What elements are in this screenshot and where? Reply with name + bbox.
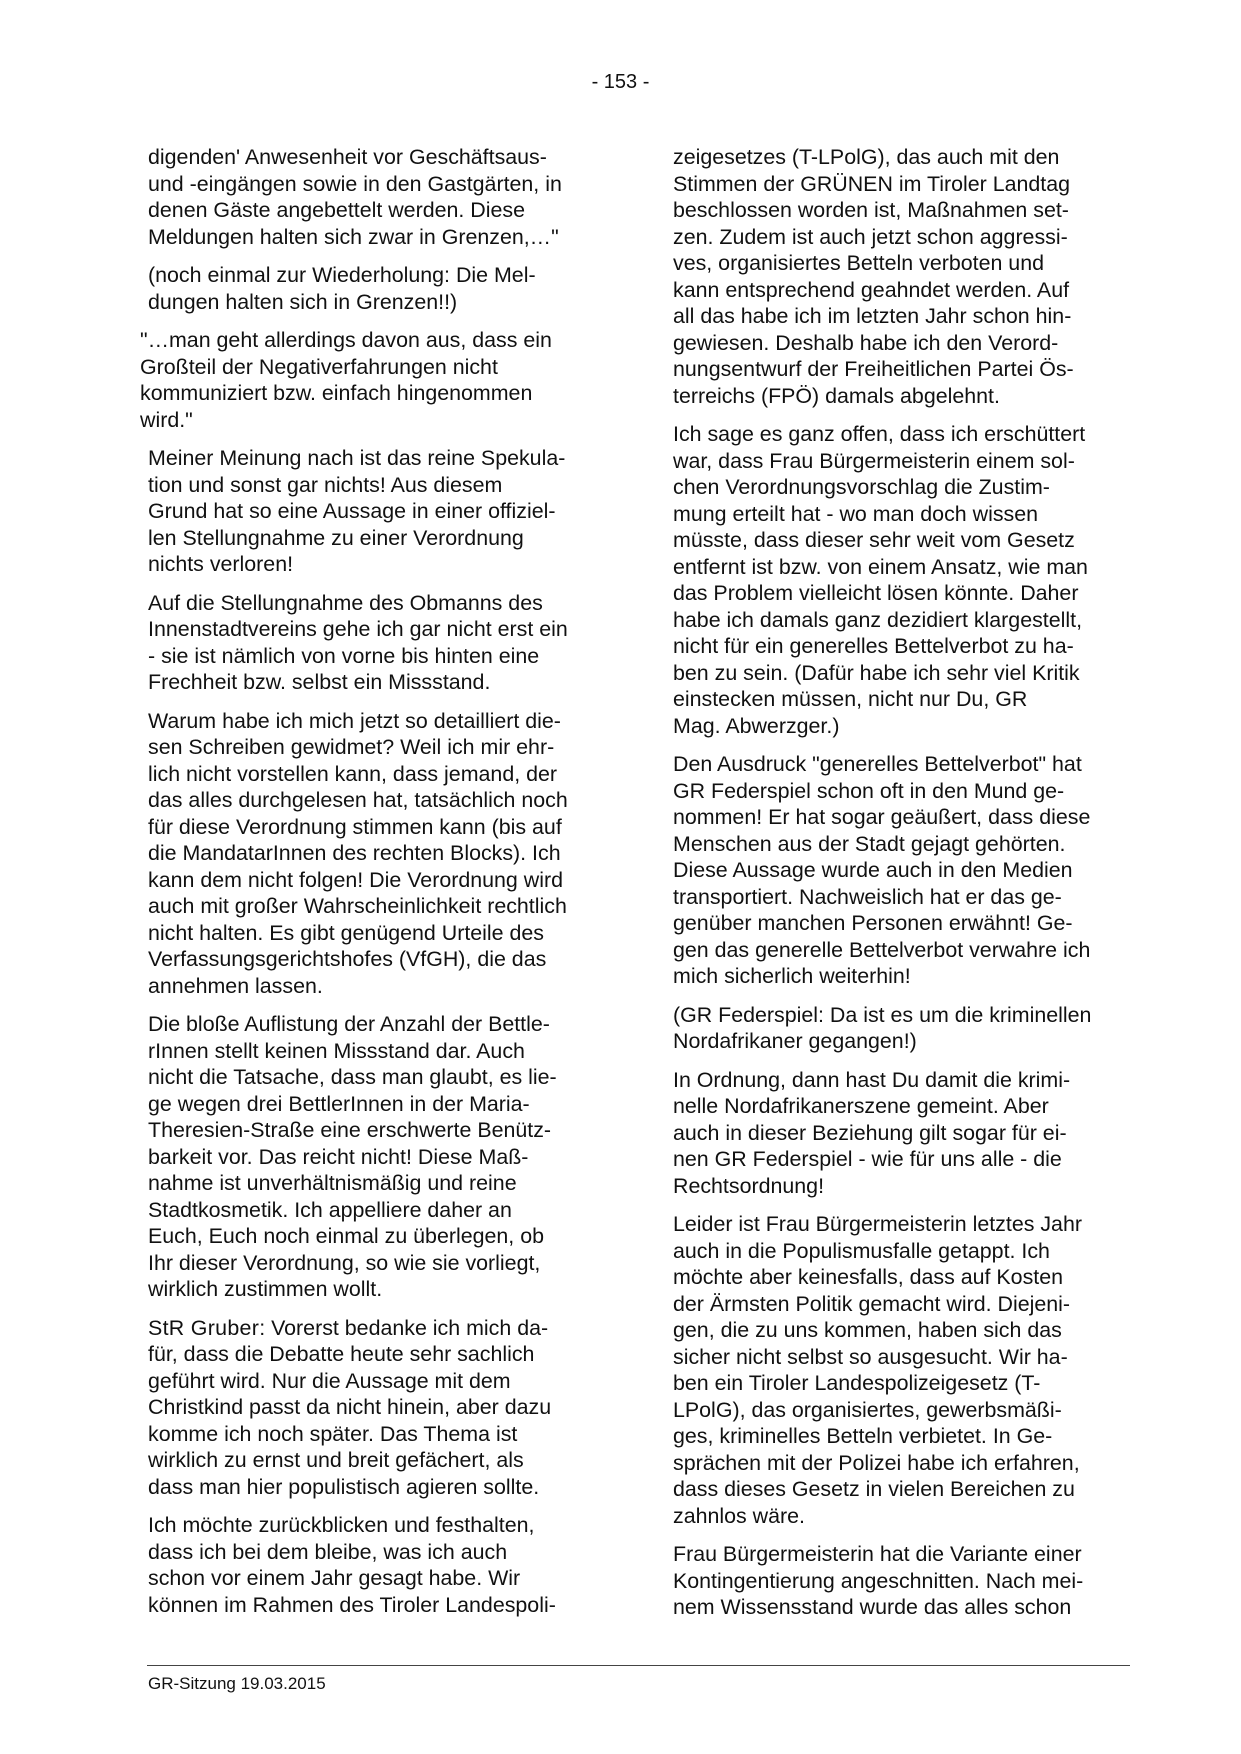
paragraph: Ich sage es ganz offen, dass ich erschüttert war, dass Frau Bürgermeisterin einem sol- chen Verordnungsvorschlag die Zustim- mung erteilt hat - wo man doch wissen müsste, dass dieser sehr weit vom Gesetz entfernt ist bzw. von einem Ansatz, wie man das Problem vielleicht lösen könnte. Daher habe ich damals ganz dezidiert klargestellt, nicht für ein generelles Bettelverbot zu ha- ben zu sein. (Dafür habe ich sehr viel Kritik einstecken müssen, nicht nur Du, GR Mag. Abwerzger.): [673, 422, 1088, 738]
footer-session-date: GR-Sitzung 19.03.2015: [148, 1674, 326, 1693]
speaker-paragraph: [148, 1315, 597, 1501]
left-column: [140, 144, 597, 1630]
paragraph: In Ordnung, dann hast Du damit die krimi- nelle Nordafrikanerszene gemeint. Aber auch in dieser Beziehung gilt sogar für ei- nen GR Federspiel - wie für uns alle - die Rechtsordnung!: [673, 1067, 1071, 1198]
right-column: [673, 144, 1122, 1633]
paragraph: Warum habe ich mich jetzt so detailliert die- sen Schreiben gewidmet? Weil ich mir ehr- lich nicht vorstellen kann, dass jemand, der das alles durchgelesen hat, tatsächlich noch für diese Verordnung stimmen kann (bis auf die MandatarInnen des rechten Blocks). Ich kann dem nicht folgen! Die Verordnung wird auch mit großer Wahrscheinlichkeit rechtlich nicht halten. Es gibt genügend Urteile des Verfassungsgerichtshofes (VfGH), die das annehmen lassen.: [148, 708, 568, 998]
page-number: - 153 -: [591, 71, 650, 93]
paragraph: zeigesetzes (T-LPolG), das auch mit den Stimmen der GRÜNEN im Tiroler Landtag beschlossen worden ist, Maßnahmen set- zen. Zudem ist auch jetzt schon aggressi- ves, organisiertes Betteln verboten und kann entsprechend geahndet werden. Auf all das habe ich im letzten Jahr schon hin- gewiesen. Deshalb habe ich den Verord- nungsentwurf der Freiheitlichen Partei Ös- terreichs (FPÖ) damals abgelehnt.: [673, 145, 1074, 408]
paragraph: Leider ist Frau Bürgermeisterin letztes Jahr auch in die Populismusfalle getappt. Ich möchte aber keinesfalls, dass auf Kosten der Ärmsten Politik gemacht wird. Diejeni- gen, die zu uns kommen, haben sich das sicher nicht selbst so ausgesucht. Wir ha- ben ein Tiroler Landespolizeigesetz (T- LPolG), das organisiertes, gewerbsmäßi- ges, kriminelles Betteln verbietet. In Ge- sprächen mit der Polizei habe ich erfahren, dass dieses Gesetz in vielen Bereichen zu zahnlos wäre.: [673, 1212, 1082, 1528]
speaker-text: : Vorerst bedanke ich mich da- für, dass die Debatte heute sehr sachlich geführt wird. Nur die Aussage mit dem Christkind passt da nicht hinein, aber dazu komme ich noch später. Das Thema ist wirklich zu ernst und breit gefächert, als dass man hier populistisch agieren sollte.: [148, 1315, 552, 1499]
paragraph: Den Ausdruck "generelles Bettelverbot" hat GR Federspiel schon oft in den Mund ge- nommen! Er hat sogar geäußert, dass diese Menschen aus der Stadt gejagt gehörten. Diese Aussage wurde auch in den Medien transportiert. Nachweislich hat er das ge- genüber manchen Personen erwähnt! Ge- gen das generelle Bettelverbot verwahre ich mich sicherlich weiterhin!: [673, 752, 1091, 988]
paragraph: Auf die Stellungnahme des Obmanns des Innenstadtvereins gehe ich gar nicht erst ein - sie ist nämlich von vorne bis hinten eine Frechheit bzw. selbst ein Missstand.: [148, 590, 568, 694]
footer-divider: [147, 1665, 1130, 1666]
paragraph: Ich möchte zurückblicken und festhalten, dass ich bei dem bleibe, was ich auch schon vor einem Jahr gesagt habe. Wir können im Rahmen des Tiroler Landespoli-: [148, 1513, 556, 1617]
quote-paragraph: "…man geht allerdings davon aus, dass ein Großteil der Negativerfahrungen nicht kommuniziert bzw. einfach hingenommen wird.": [140, 328, 552, 432]
paragraph: Meiner Meinung nach ist das reine Spekula- tion und sonst gar nichts! Aus diesem Grund hat so eine Aussage in einer offiziel- len Stellungnahme zu einer Verordnung nichts verloren!: [148, 446, 566, 576]
paragraph: (GR Federspiel: Da ist es um die kriminellen Nordafrikaner gegangen!): [673, 1002, 1092, 1053]
paragraph: Frau Bürgermeisterin hat die Variante einer Kontingentierung angeschnitten. Nach mei- nem Wissensstand wurde das alles schon: [673, 1542, 1084, 1619]
paragraph: digenden' Anwesenheit vor Geschäftsaus- und -eingängen sowie in den Gastgärten, in denen Gäste angebettelt werden. Diese Meldungen halten sich zwar in Grenzen,…": [148, 145, 562, 249]
paragraph: (noch einmal zur Wiederholung: Die Mel- dungen halten sich in Grenzen!!): [148, 263, 536, 314]
paragraph: Die bloße Auflistung der Anzahl der Bettle- rInnen stellt keinen Missstand dar. Auch nicht die Tatsache, dass man glaubt, es lie- ge wegen drei BettlerInnen in der Maria- Theresien-Straße eine erschwerte Benütz- barkeit vor. Das reicht nicht! Diese Maß- nahme ist unverhältnismäßig und reine Stadtkosmetik. Ich appelliere daher an Euch, Euch noch einmal zu überlegen, ob Ihr dieser Verordnung, so wie sie vorliegt, wirklich zustimmen wollt.: [148, 1012, 557, 1301]
speaker-name: StR Gruber: [148, 1315, 260, 1340]
